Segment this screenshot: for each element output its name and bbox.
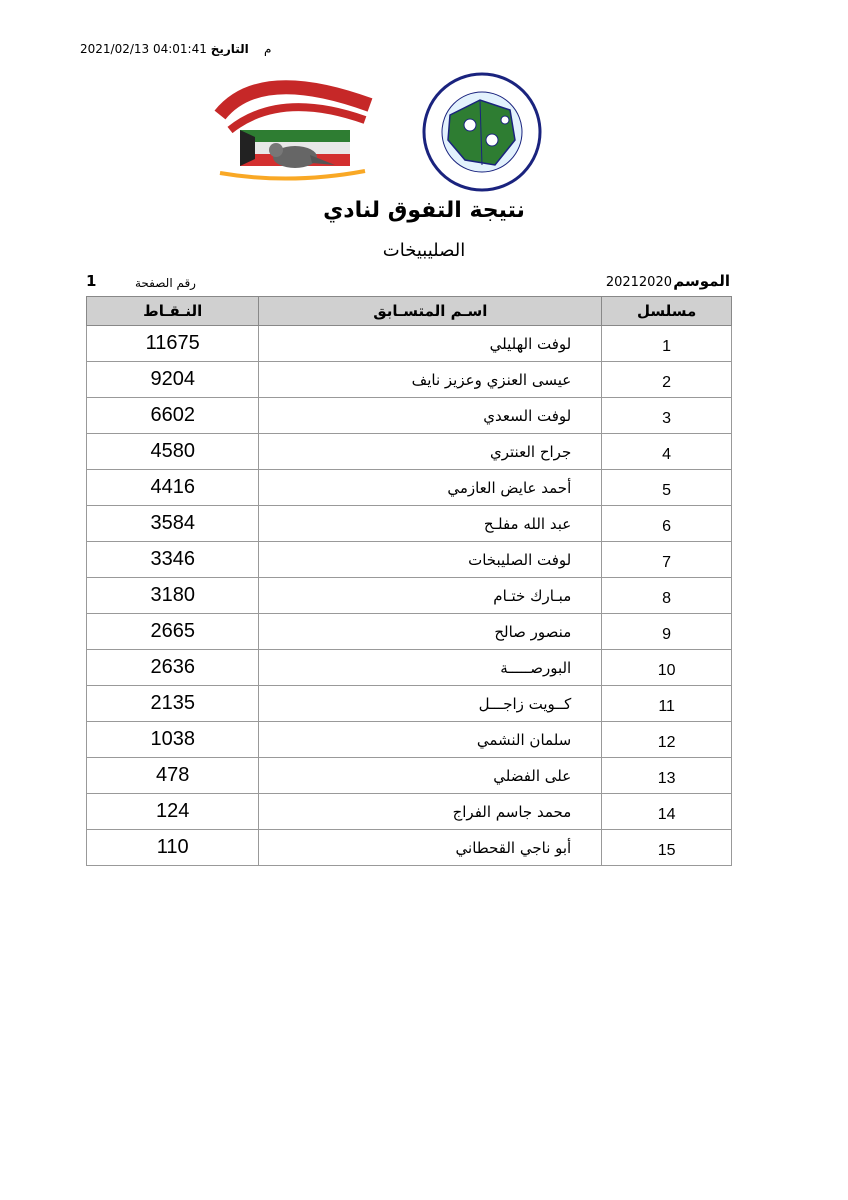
name-cell: منصور صالح xyxy=(259,614,602,650)
name-cell: مبـارك ختـام xyxy=(259,578,602,614)
points-cell: 4580 xyxy=(87,434,259,470)
name-cell: أحمد عايض العازمي xyxy=(259,470,602,506)
points-cell: 4416 xyxy=(87,470,259,506)
name-cell: جراح العنتري xyxy=(259,434,602,470)
serial-cell: 2 xyxy=(602,362,732,398)
name-cell: البورصـــــة xyxy=(259,650,602,686)
table-row xyxy=(87,794,732,830)
points-cell: 9204 xyxy=(87,362,259,398)
season-label: الموسم xyxy=(673,272,730,290)
name-cell: لوفت الهليلي xyxy=(259,326,602,362)
print-date xyxy=(80,42,272,62)
table-row xyxy=(87,362,732,398)
serial-cell: 13 xyxy=(602,758,732,794)
serial-cell: 8 xyxy=(602,578,732,614)
club-logo xyxy=(200,75,385,185)
points-cell: 110 xyxy=(87,830,259,866)
points-cell: 11675 xyxy=(87,326,259,362)
table-row xyxy=(87,434,732,470)
name-cell: سلمان النشمي xyxy=(259,722,602,758)
report-title: نتيجة التفوق لنادي xyxy=(323,198,525,223)
name-cell: لوفت السعدي xyxy=(259,398,602,434)
name-cell: عبد الله مفلـح xyxy=(259,506,602,542)
serial-cell: 3 xyxy=(602,398,732,434)
table-row xyxy=(87,722,732,758)
points-header: النـقـاط xyxy=(87,297,259,326)
date-value: 2021/02/13 04:01:41 م xyxy=(80,42,272,56)
table-row xyxy=(87,830,732,866)
table-row xyxy=(87,686,732,722)
name-cell: لوفت الصليبخات xyxy=(259,542,602,578)
points-cell: 3584 xyxy=(87,506,259,542)
table-row xyxy=(87,542,732,578)
serial-cell: 6 xyxy=(602,506,732,542)
name-cell: على الفضلي xyxy=(259,758,602,794)
page-number: 1 xyxy=(86,272,97,290)
table-row xyxy=(87,326,732,362)
serial-cell: 10 xyxy=(602,650,732,686)
serial-cell: 4 xyxy=(602,434,732,470)
points-cell: 3180 xyxy=(87,578,259,614)
table-row xyxy=(87,578,732,614)
table-row xyxy=(87,758,732,794)
serial-cell: 1 xyxy=(602,326,732,362)
date-label: التاريخ xyxy=(210,42,249,56)
name-cell: محمد جاسم الفراج xyxy=(259,794,602,830)
table-row xyxy=(87,506,732,542)
name-cell: أبو ناجي القحطاني xyxy=(259,830,602,866)
points-cell: 2665 xyxy=(87,614,259,650)
table-row xyxy=(87,470,732,506)
serial-cell: 11 xyxy=(602,686,732,722)
points-cell: 1038 xyxy=(87,722,259,758)
table-row xyxy=(87,398,732,434)
name-cell: كــويت زاجـــل xyxy=(259,686,602,722)
serial-cell: 7 xyxy=(602,542,732,578)
serial-cell: 15 xyxy=(602,830,732,866)
points-cell: 3346 xyxy=(87,542,259,578)
serial-cell: 14 xyxy=(602,794,732,830)
points-cell: 124 xyxy=(87,794,259,830)
page-label: رقم الصفحة xyxy=(135,276,196,290)
name-header: اسـم المتسـابق xyxy=(259,297,602,326)
points-cell: 6602 xyxy=(87,398,259,434)
table-row xyxy=(87,614,732,650)
serial-header: مسلسل xyxy=(602,297,732,326)
federation-logo xyxy=(420,70,545,195)
points-cell: 2135 xyxy=(87,686,259,722)
club-name: الصليبيخات xyxy=(382,240,466,261)
table-row xyxy=(87,650,732,686)
table-header-row xyxy=(87,297,732,326)
serial-cell: 5 xyxy=(602,470,732,506)
serial-cell: 12 xyxy=(602,722,732,758)
points-cell: 478 xyxy=(87,758,259,794)
results-table xyxy=(86,296,732,866)
name-cell: عيسى العنزي وعزيز نايف xyxy=(259,362,602,398)
season-value: 20212020 xyxy=(605,275,672,290)
serial-cell: 9 xyxy=(602,614,732,650)
points-cell: 2636 xyxy=(87,650,259,686)
